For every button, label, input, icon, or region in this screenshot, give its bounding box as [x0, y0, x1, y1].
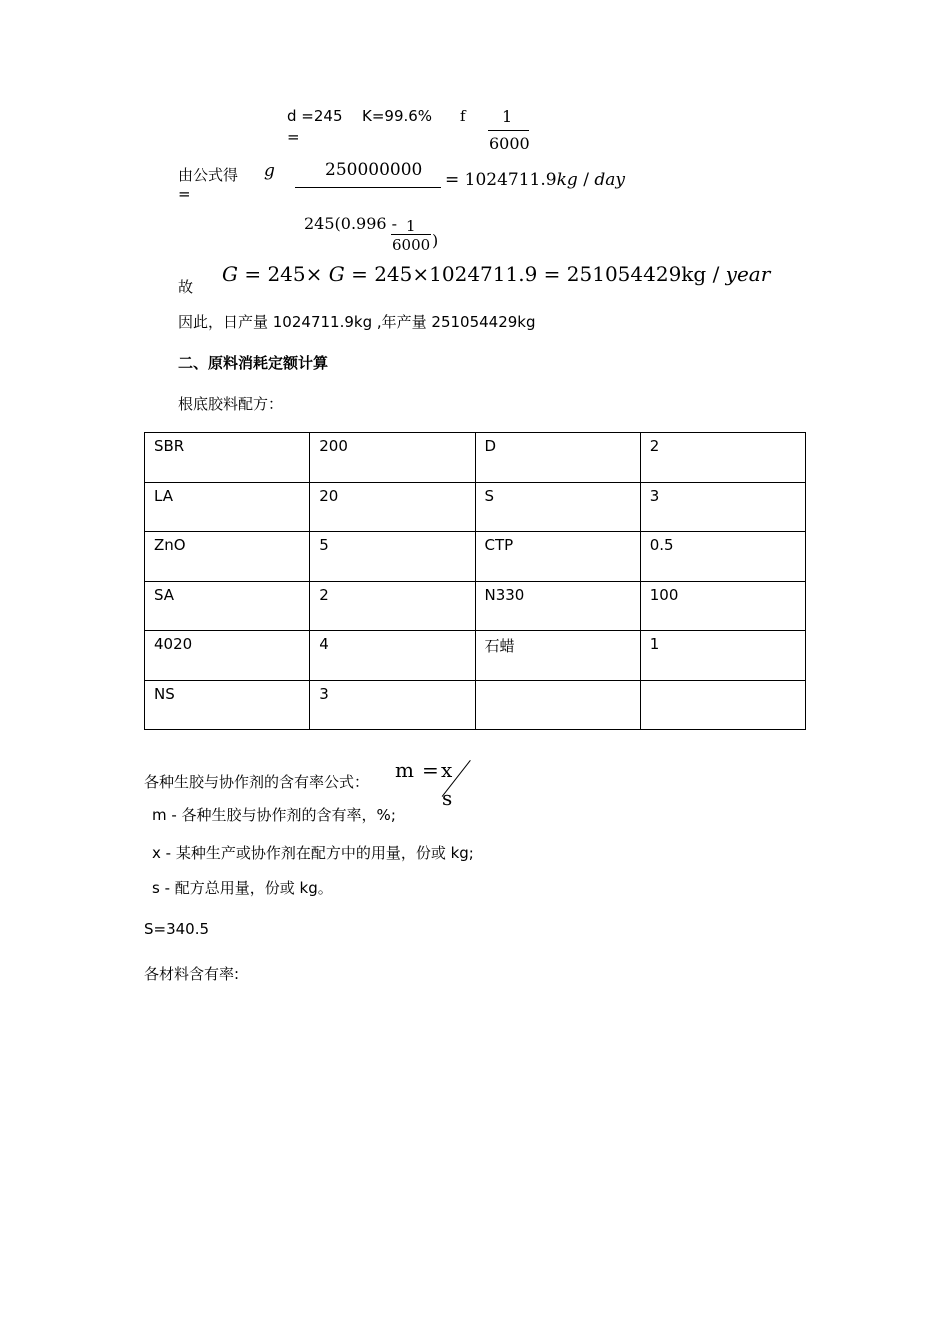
formula1-denominator-close: ) — [432, 231, 439, 250]
param-f: f — [460, 107, 466, 125]
table-cell: 4020 — [145, 631, 310, 681]
table-cell: S — [475, 482, 640, 532]
rates-label: 各材料含有率: — [144, 965, 240, 983]
formula1-denominator-frac-den: 6000 — [392, 236, 431, 254]
content-formula-eq: = — [422, 758, 439, 782]
table-cell: 2 — [640, 433, 805, 483]
table-cell: 3 — [310, 680, 475, 730]
param-f-denominator: 6000 — [489, 134, 530, 153]
table-row — [145, 433, 806, 483]
table-cell: N330 — [475, 581, 640, 631]
formula1-result: = 1024711.9 — [445, 170, 557, 190]
param-d-eq: = — [287, 128, 300, 146]
formula1-result-line — [445, 170, 625, 190]
table-cell: 3 — [640, 482, 805, 532]
table-row — [145, 631, 806, 681]
table-cell: SBR — [145, 433, 310, 483]
param-k: K=99.6% — [362, 107, 433, 125]
formula2-line — [222, 262, 770, 286]
table-cell: 石蜡 — [475, 631, 640, 681]
formula1-g: g — [264, 161, 275, 181]
table-cell: 20 — [310, 482, 475, 532]
table-cell: 1 — [640, 631, 805, 681]
content-formula-label: 各种生胶与协作剂的含有率公式： — [144, 773, 370, 791]
content-formula-m: m — [395, 758, 414, 782]
definition-m: m - 各种生胶与协作剂的含有率，%; — [152, 806, 396, 824]
formula1-numerator: 250000000 — [325, 160, 423, 180]
table-cell: CTP — [475, 532, 640, 582]
formula1-denominator-frac-num: 1 — [406, 217, 416, 235]
table-row — [145, 532, 806, 582]
conclusion-text: 因此，日产量 1024711.9kg ,年产量 251054429kg — [178, 313, 536, 331]
table-cell: 5 — [310, 532, 475, 582]
definition-s: s - 配方总用量，份或 kg。 — [152, 879, 333, 897]
param-d: d =245 — [287, 107, 343, 125]
table-cell — [640, 680, 805, 730]
table-row — [145, 581, 806, 631]
formula2-prefix: 故 — [178, 278, 194, 296]
formula1-prefix-eq: = — [178, 185, 191, 203]
content-formula-x: x — [441, 758, 453, 782]
formula2-G1: G — [222, 262, 238, 286]
s-value: S=340.5 — [144, 920, 210, 938]
table-cell — [475, 680, 640, 730]
param-f-numerator: 1 — [502, 107, 513, 126]
table-row — [145, 680, 806, 730]
section-title: 二、原料消耗定额计算 — [178, 354, 329, 372]
formula2-year: year — [725, 262, 771, 286]
table-cell: LA — [145, 482, 310, 532]
table-cell: 100 — [640, 581, 805, 631]
formula2-eq2: = 245×1024711.9 = 251054429kg / — [351, 262, 720, 286]
table-cell: 0.5 — [640, 532, 805, 582]
table-cell: SA — [145, 581, 310, 631]
formula1-denominator-prefix: 245(0.996 - — [304, 214, 398, 233]
formula1-prefix: 由公式得 — [178, 166, 239, 184]
formula1-slash: / — [583, 170, 589, 190]
formula2-G2: G — [328, 262, 345, 286]
formula2-eq1: = 245× — [244, 262, 323, 286]
table-cell: NS — [145, 680, 310, 730]
formula1-unit-day: day — [594, 170, 625, 190]
formula1-fraction-line — [295, 187, 441, 188]
formula1-denominator-frac-line — [391, 234, 431, 235]
table-row — [145, 482, 806, 532]
table-cell: 2 — [310, 581, 475, 631]
table-cell: ZnO — [145, 532, 310, 582]
content-formula-s: s — [442, 786, 453, 810]
recipe-table — [144, 432, 806, 730]
definition-x: x - 某种生产或协作剂在配方中的用量，份或 kg; — [152, 844, 474, 862]
table-cell: D — [475, 433, 640, 483]
table-cell: 200 — [310, 433, 475, 483]
formula1-unit-kg: kg — [556, 170, 578, 190]
recipe-label: 根底胶料配方： — [178, 395, 284, 413]
param-f-fraction-line — [488, 130, 529, 131]
table-cell: 4 — [310, 631, 475, 681]
